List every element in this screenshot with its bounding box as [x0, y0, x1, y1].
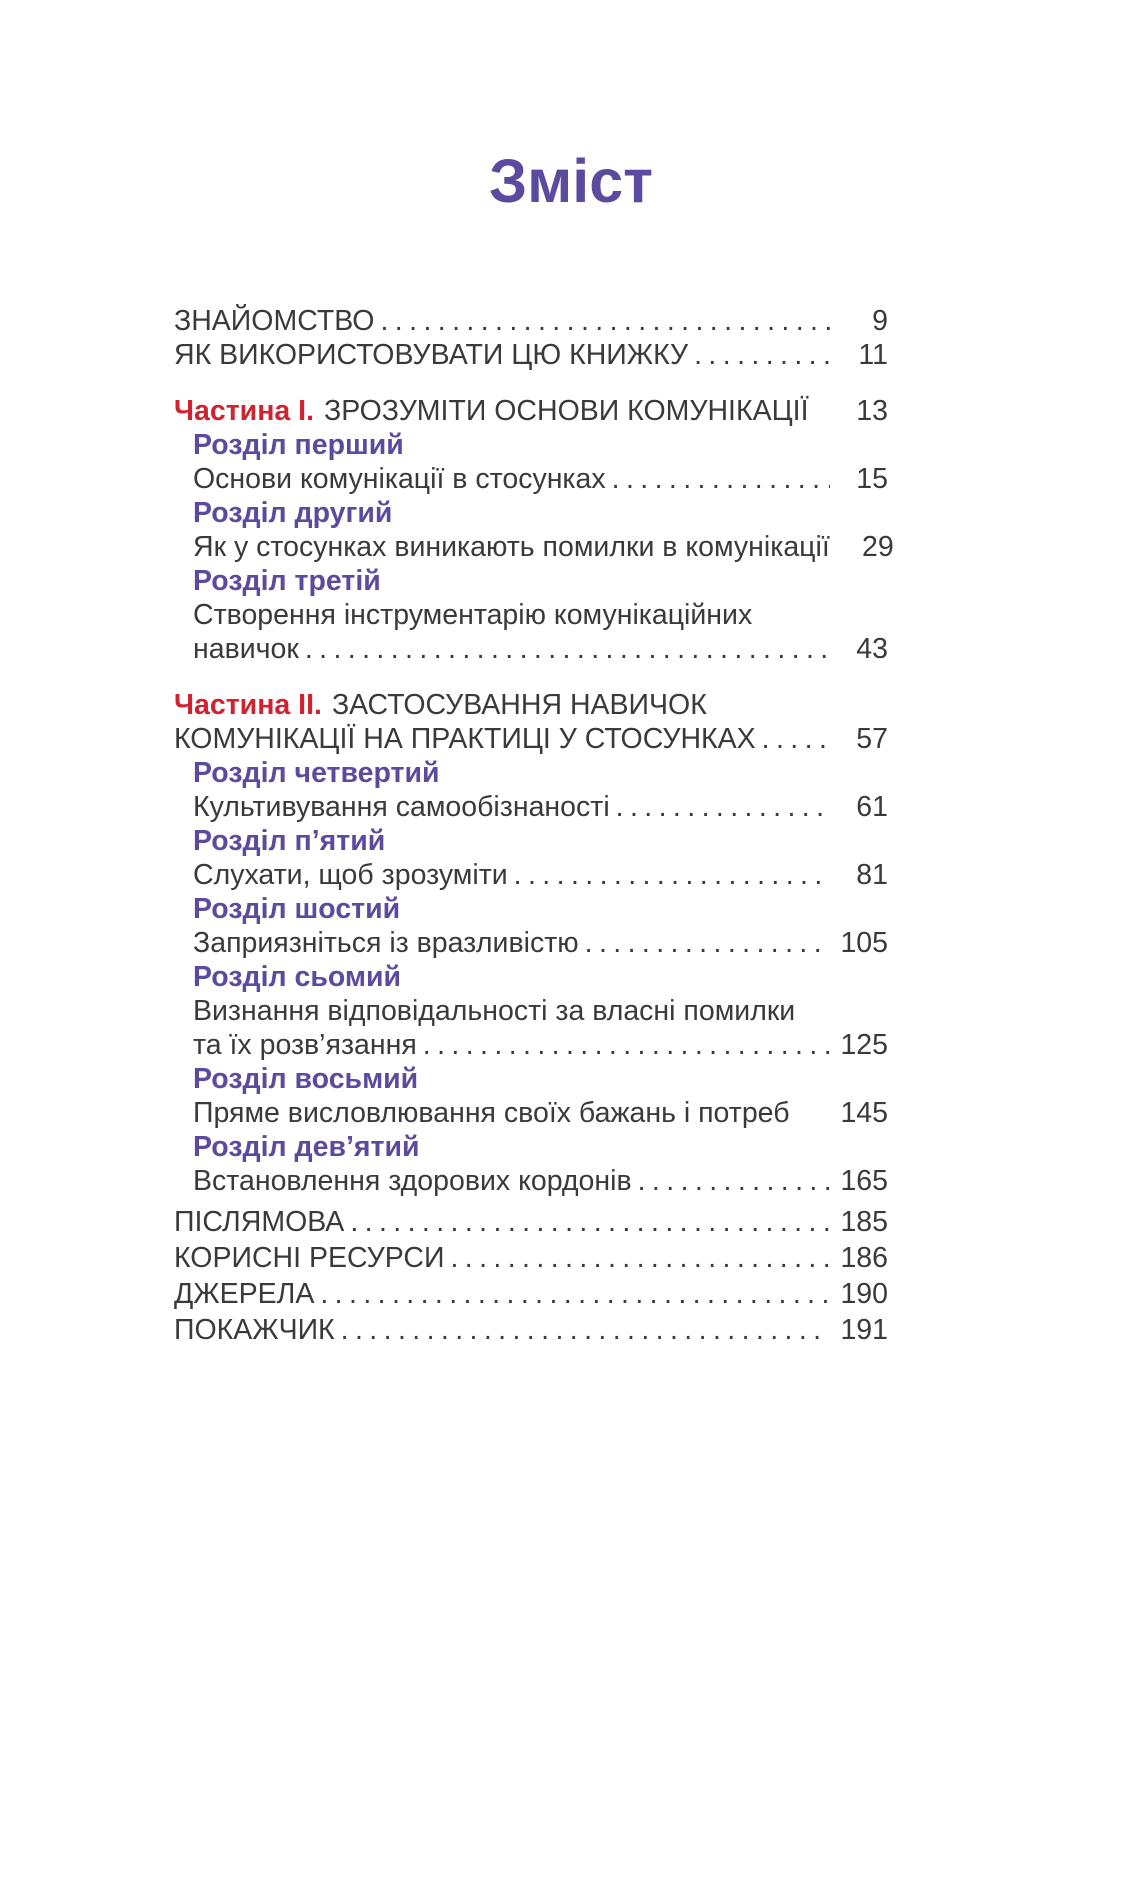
dot-leader	[380, 304, 830, 338]
toc-chapter-title: Заприязніться із вразливістю	[193, 927, 579, 959]
toc-chapter-heading-line	[193, 1062, 888, 1096]
toc-chapter-title: Пряме висловлювання своїх бажань і потреб	[193, 1097, 790, 1129]
page-number: 15	[856, 463, 888, 495]
page-number: 13	[856, 395, 888, 427]
toc-entry-chapter	[193, 1062, 888, 1130]
toc-entry-chapter	[193, 1130, 888, 1198]
toc-part-line	[174, 394, 888, 428]
toc-chapter-title: Як у стосунках виникають помилки в комунікації	[193, 531, 830, 563]
toc-part-line	[174, 722, 888, 756]
toc-entry-chapter	[193, 428, 888, 496]
page-number: 57	[856, 723, 888, 755]
toc-entry-chapter	[193, 496, 894, 564]
toc-entry-part	[174, 394, 888, 428]
dot-leader	[514, 858, 830, 892]
toc-entry-back	[174, 1204, 888, 1240]
toc-chapter-heading: Розділ п’ятий	[193, 825, 386, 857]
page-number: 145	[840, 1097, 888, 1129]
dot-leader	[423, 1028, 830, 1062]
toc-entry-title: ЗНАЙОМСТВО	[174, 305, 375, 337]
toc-entry-back	[174, 1276, 888, 1312]
toc-entry-back	[174, 1312, 888, 1348]
dot-leader	[616, 790, 830, 824]
toc-chapter-title-line	[193, 790, 888, 824]
toc-page	[0, 146, 1142, 1348]
toc-chapter-heading-line	[193, 892, 888, 926]
toc-chapter-heading-line	[193, 428, 888, 462]
toc-back-line	[174, 1204, 888, 1240]
dot-leader	[585, 926, 830, 960]
dot-leader	[762, 722, 830, 756]
toc-entry-chapter	[193, 892, 888, 960]
toc-chapter-heading-line	[193, 824, 888, 858]
toc-chapter-title-line	[193, 994, 888, 1028]
dot-leader	[694, 338, 830, 372]
page-number: 191	[840, 1314, 888, 1346]
toc-entry-back	[174, 1240, 888, 1276]
toc-entry-chapter	[193, 824, 888, 892]
dot-leader	[612, 462, 830, 496]
toc-chapter-title: навичок	[193, 633, 299, 665]
page-number: 43	[856, 633, 888, 665]
toc-entry-chapter	[193, 564, 888, 666]
toc-list	[174, 304, 894, 1348]
toc-entry-front	[174, 304, 888, 338]
toc-chapter-heading: Розділ дев’ятий	[193, 1131, 420, 1163]
page-number: 11	[858, 339, 888, 371]
toc-chapter-heading: Розділ третій	[193, 565, 381, 597]
toc-chapter-heading: Розділ восьмий	[193, 1063, 419, 1095]
toc-chapter-title-line	[193, 632, 888, 666]
toc-chapter-heading: Розділ перший	[193, 429, 404, 461]
dot-leader	[638, 1164, 830, 1198]
toc-front-line	[174, 338, 888, 372]
dot-leader	[341, 1312, 830, 1348]
page-number: 9	[872, 305, 888, 337]
toc-entry-title: ДЖЕРЕЛА	[174, 1278, 315, 1310]
toc-entry-front	[174, 338, 888, 372]
toc-back-line	[174, 1312, 888, 1348]
toc-chapter-title-line	[193, 1028, 888, 1062]
toc-entry-chapter	[193, 756, 888, 824]
page-number: 29	[862, 531, 894, 563]
toc-chapter-title-line	[193, 1164, 888, 1198]
toc-chapter-heading: Розділ четвертий	[193, 757, 440, 789]
toc-chapter-title: Слухати, щоб зрозуміти	[193, 859, 508, 891]
dot-leader	[450, 1240, 830, 1276]
toc-chapter-heading: Розділ сьомий	[193, 961, 402, 993]
toc-chapter-heading-line	[193, 756, 888, 790]
dot-leader	[350, 1204, 830, 1240]
page-number: 190	[840, 1278, 888, 1310]
toc-part-label: Частина II.	[174, 689, 322, 721]
toc-back-line	[174, 1240, 888, 1276]
toc-entry-title: КОРИСНІ РЕСУРСИ	[174, 1242, 445, 1274]
toc-chapter-title-line	[193, 858, 888, 892]
toc-entry-part	[174, 688, 888, 756]
page-number: 185	[840, 1206, 888, 1238]
page-number: 61	[856, 791, 888, 823]
page-number: 165	[840, 1165, 888, 1197]
toc-entry-title: ПОКАЖЧИК	[174, 1314, 335, 1346]
toc-chapter-heading-line	[193, 564, 888, 598]
toc-chapter-title: Створення інструментарію комунікаційних	[193, 599, 753, 631]
page-number: 125	[840, 1029, 888, 1061]
toc-chapter-title: Основи комунікації в стосунках	[193, 463, 606, 495]
dot-leader	[320, 1276, 830, 1312]
toc-part-line	[174, 688, 888, 722]
toc-part-title: КОМУНІКАЦІЇ НА ПРАКТИЦІ У СТОСУНКАХ	[174, 723, 756, 755]
toc-entry-chapter	[193, 960, 888, 1062]
toc-chapter-heading: Розділ шостий	[193, 893, 401, 925]
page-number: 186	[840, 1242, 888, 1274]
toc-chapter-title-line	[193, 926, 888, 960]
page-number: 105	[840, 927, 888, 959]
toc-entry-title: ПІСЛЯМОВА	[174, 1206, 345, 1238]
toc-chapter-title-line	[193, 530, 894, 564]
toc-chapter-title: Встановлення здорових кордонів	[193, 1165, 632, 1197]
toc-part-title: ЗРОЗУМІТИ ОСНОВИ КОМУНІКАЦІЇ	[324, 395, 809, 427]
toc-part-label: Частина I.	[174, 395, 315, 427]
toc-entry-title: ЯК ВИКОРИСТОВУВАТИ ЦЮ КНИЖКУ	[174, 339, 689, 371]
toc-back-line	[174, 1276, 888, 1312]
toc-chapter-title-line	[193, 598, 888, 632]
toc-chapter-title: Визнання відповідальності за власні помилки	[193, 995, 796, 1027]
page-number: 81	[856, 859, 888, 891]
toc-part-title: ЗАСТОСУВАННЯ НАВИЧОК	[331, 689, 707, 721]
dot-leader	[305, 632, 830, 666]
toc-chapter-heading-line	[193, 1130, 888, 1164]
toc-chapter-title-line	[193, 462, 888, 496]
toc-chapter-heading: Розділ другий	[193, 497, 393, 529]
toc-chapter-title-line	[193, 1096, 888, 1130]
toc-chapter-heading-line	[193, 496, 888, 530]
toc-chapter-heading-line	[193, 960, 888, 994]
toc-front-line	[174, 304, 888, 338]
toc-chapter-title: Культивування самообізнаності	[193, 791, 610, 823]
toc-chapter-title: та їх розв’язання	[193, 1029, 417, 1061]
page-title: Зміст	[488, 147, 654, 215]
